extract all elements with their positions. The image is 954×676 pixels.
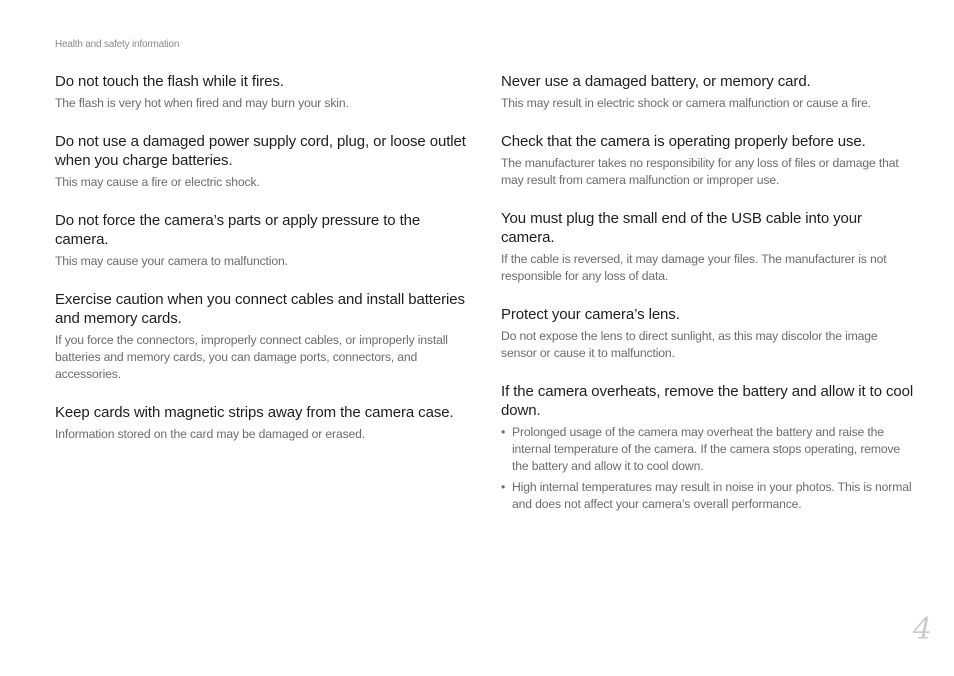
section-body: If you force the connectors, improperly connect cables, or improperly install batteries and memory cards, you can damage ports, connectors, and accessories. [55, 333, 448, 381]
running-header: Health and safety information [55, 39, 180, 50]
section-heading: Do not force the camera’s parts or apply pressure to the camera. [55, 212, 421, 248]
section-heading: Exercise caution when you connect cables and install batteries and memory cards. [55, 291, 465, 327]
section-body: Do not expose the lens to direct sunlight, as this may discolor the image sensor or cause it to malfunction. [501, 329, 878, 360]
section-heading: Do not touch the flash while it fires. [55, 73, 284, 90]
section-heading: You must plug the small end of the USB cable into your camera. [501, 210, 862, 246]
section-usb-cable [501, 209, 915, 285]
page-number: 4 [912, 612, 932, 647]
section-damaged-battery [501, 72, 915, 112]
bullet-icon: • [501, 425, 506, 439]
section-check-camera [501, 132, 915, 189]
bullet-text: Prolonged usage of the camera may overheat the battery and raise the internal temperature of the camera. If the camera stops operating, remove the battery and allow it to cool down. [512, 425, 901, 473]
section-body: The flash is very hot when fired and may burn your skin. [55, 96, 349, 110]
section-power-cord [55, 132, 467, 191]
section-body: The manufacturer takes no responsibility for any loss of files or damage that may result from camera malfunction or improper use. [501, 156, 899, 187]
section-camera-parts [55, 211, 467, 270]
section-overheating [501, 382, 915, 513]
section-heading: Do not use a damaged power supply cord, plug, or loose outlet when you charge batteries. [55, 133, 466, 169]
section-body: If the cable is reversed, it may damage your files. The manufacturer is not responsible for any loss of data. [501, 252, 887, 283]
bullet-icon: • [501, 480, 506, 494]
left-column [55, 72, 467, 463]
section-body: This may result in electric shock or camera malfunction or cause a fire. [501, 96, 871, 110]
bullet-item [501, 424, 915, 475]
section-heading: Keep cards with magnetic strips away from the camera case. [55, 404, 454, 421]
section-heading: Check that the camera is operating properly before use. [501, 133, 866, 150]
section-heading: If the camera overheats, remove the battery and allow it to cool down. [501, 383, 914, 419]
bullet-list [501, 424, 915, 513]
section-cables [55, 290, 467, 383]
bullet-item [501, 479, 915, 513]
section-heading: Never use a damaged battery, or memory card. [501, 73, 811, 90]
section-body: This may cause a fire or electric shock. [55, 175, 260, 189]
section-heading: Protect your camera’s lens. [501, 306, 680, 323]
section-lens [501, 305, 915, 362]
section-flash [55, 72, 467, 112]
section-magnetic-cards [55, 403, 467, 443]
right-column [501, 72, 915, 533]
section-body: Information stored on the card may be damaged or erased. [55, 427, 366, 441]
bullet-text: High internal temperatures may result in noise in your photos. This is normal and does not affect your camera’s overall performance. [512, 480, 912, 511]
section-body: This may cause your camera to malfunction. [55, 254, 288, 268]
